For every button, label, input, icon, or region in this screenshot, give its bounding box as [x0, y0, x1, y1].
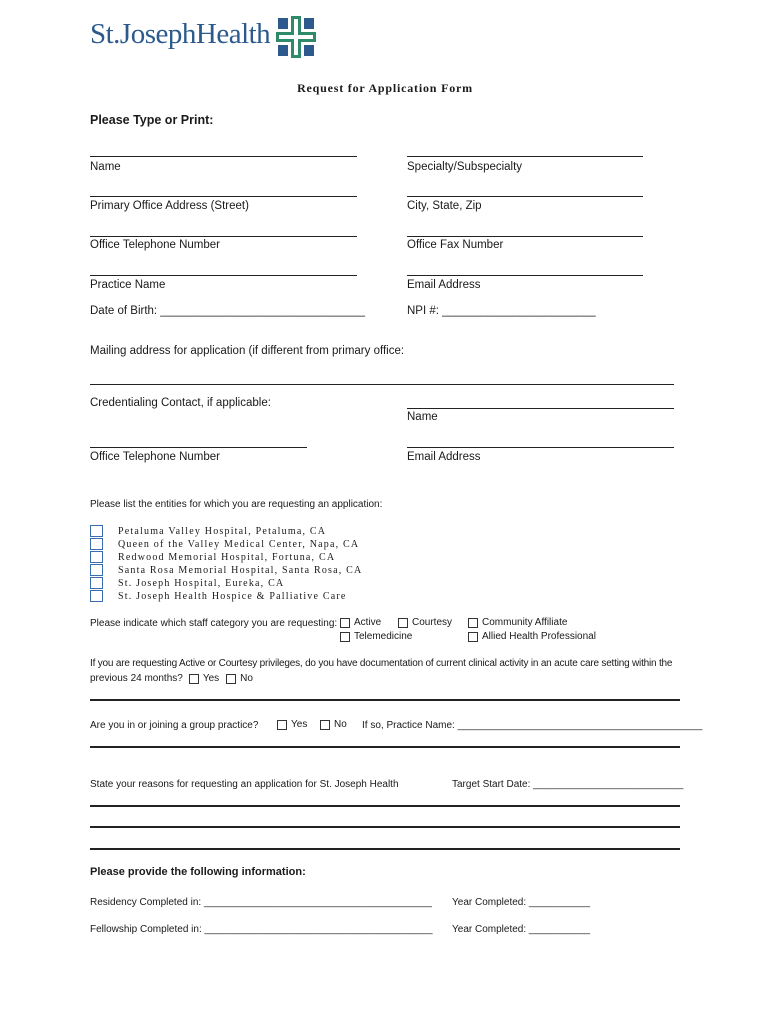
option-allied-health[interactable] [468, 631, 596, 642]
practice-name-field[interactable]: If so, Practice Name: ____________________________________________ [362, 720, 703, 731]
cred-name-line[interactable] [407, 408, 674, 409]
option-courtesy[interactable] [398, 617, 452, 628]
checkbox-icon[interactable] [320, 720, 330, 730]
cross-logo-icon [276, 16, 316, 58]
group-yes[interactable] [277, 719, 307, 730]
name-line[interactable] [90, 156, 357, 157]
group-no[interactable] [320, 719, 347, 730]
target-date-field[interactable]: Target Start Date: ___________________________ [452, 779, 684, 790]
checkbox-icon[interactable] [398, 618, 408, 628]
activity-answer [90, 673, 253, 684]
phone-line[interactable] [90, 236, 357, 237]
entity-checkbox[interactable] [90, 590, 103, 602]
city-label: City, State, Zip [407, 200, 482, 212]
fellowship-field[interactable]: Fellowship Completed in: _________________________________________ [90, 924, 433, 935]
entity-checkbox[interactable] [90, 538, 103, 550]
entities-prompt: Please list the entities for which you are requesting an application: [90, 499, 383, 510]
option-community-affiliate[interactable] [468, 617, 567, 628]
cred-email-line[interactable] [407, 447, 674, 448]
checkbox-icon[interactable] [189, 674, 199, 684]
practice-line[interactable] [90, 275, 357, 276]
name-label: Name [90, 161, 121, 173]
fellowship-year-field[interactable]: Year Completed: ___________ [452, 924, 591, 935]
checkbox-icon[interactable] [340, 632, 350, 642]
fax-line[interactable] [407, 236, 643, 237]
yes-label: Yes [202, 673, 220, 684]
city-line[interactable] [407, 196, 643, 197]
entity-checkboxes [90, 525, 106, 602]
cred-name-label: Name [407, 411, 438, 423]
cred-email-label: Email Address [407, 451, 481, 463]
entity-checkbox[interactable] [90, 525, 103, 537]
activity-question: If you are requesting Active or Courtesy privileges, do you have documentation of current clinical activity in an acute care setting within the [90, 658, 673, 669]
option-label: Allied Health Professional [482, 631, 596, 642]
option-label: Courtesy [412, 617, 453, 628]
address-label: Primary Office Address (Street) [90, 200, 249, 212]
practice-label: Practice Name [90, 279, 166, 291]
entity-list [118, 525, 362, 603]
specialty-line[interactable] [407, 156, 643, 157]
fax-label: Office Fax Number [407, 239, 504, 251]
no-label: No [240, 673, 253, 684]
checkbox-icon[interactable] [468, 632, 478, 642]
checkbox-icon[interactable] [340, 618, 350, 628]
entity-checkbox[interactable] [90, 551, 103, 563]
group-question: Are you in or joining a group practice? [90, 720, 259, 731]
reasons-line[interactable] [90, 848, 680, 850]
logo-wordmark: St.JosephHealth [90, 18, 271, 50]
mailing-line[interactable] [90, 384, 674, 385]
entity-checkbox[interactable] [90, 564, 103, 576]
cred-phone-line[interactable] [90, 447, 307, 448]
activity-question-cont: previous 24 months? [90, 673, 183, 684]
address-line[interactable] [90, 196, 357, 197]
option-active[interactable] [340, 617, 381, 628]
reasons-line[interactable] [90, 805, 680, 807]
staff-prompt: Please indicate which staff category you are requesting: [90, 618, 338, 629]
checkbox-icon[interactable] [468, 618, 478, 628]
reasons-line[interactable] [90, 826, 680, 828]
option-label: Telemedicine [354, 631, 413, 642]
residency-year-field[interactable]: Year Completed: ___________ [452, 897, 591, 908]
credentialing-label: Credentialing Contact, if applicable: [90, 397, 271, 409]
entity-checkbox[interactable] [90, 577, 103, 589]
yes-label: Yes [291, 719, 308, 730]
no-label: No [334, 719, 347, 730]
option-label: Active [354, 617, 382, 628]
entity-item: Redwood Memorial Hospital, Fortuna, CA [118, 552, 336, 563]
checkbox-icon[interactable] [226, 674, 236, 684]
npi-field[interactable]: NPI #: ________________________ [407, 305, 596, 317]
option-label: Community Affiliate [482, 617, 568, 628]
instructions: Please Type or Print: [90, 113, 214, 127]
phone-label: Office Telephone Number [90, 239, 220, 251]
info-heading: Please provide the following information: [90, 866, 306, 878]
reasons-label: State your reasons for requesting an application for St. Joseph Health [90, 779, 399, 790]
entity-item: St. Joseph Health Hospice & Palliative Care [118, 591, 347, 602]
checkbox-icon[interactable] [277, 720, 287, 730]
entity-item: St. Joseph Hospital, Eureka, CA [118, 578, 285, 589]
specialty-label: Specialty/Subspecialty [407, 161, 523, 173]
entity-item: Santa Rosa Memorial Hospital, Santa Rosa, CA [118, 565, 363, 576]
divider [90, 746, 680, 748]
entity-item: Queen of the Valley Medical Center, Napa, CA [118, 539, 360, 550]
email-line[interactable] [407, 275, 643, 276]
email-label: Email Address [407, 279, 481, 291]
form-title: Request for Application Form [297, 81, 473, 95]
divider [90, 699, 680, 701]
option-telemedicine[interactable] [340, 631, 412, 642]
cred-phone-label: Office Telephone Number [90, 451, 220, 463]
entity-item: Petaluma Valley Hospital, Petaluma, CA [118, 526, 327, 537]
residency-field[interactable]: Residency Completed in: _________________________________________ [90, 897, 432, 908]
dob-field[interactable]: Date of Birth: ________________________________ [90, 305, 365, 317]
mailing-label: Mailing address for application (if different from primary office: [90, 345, 405, 357]
